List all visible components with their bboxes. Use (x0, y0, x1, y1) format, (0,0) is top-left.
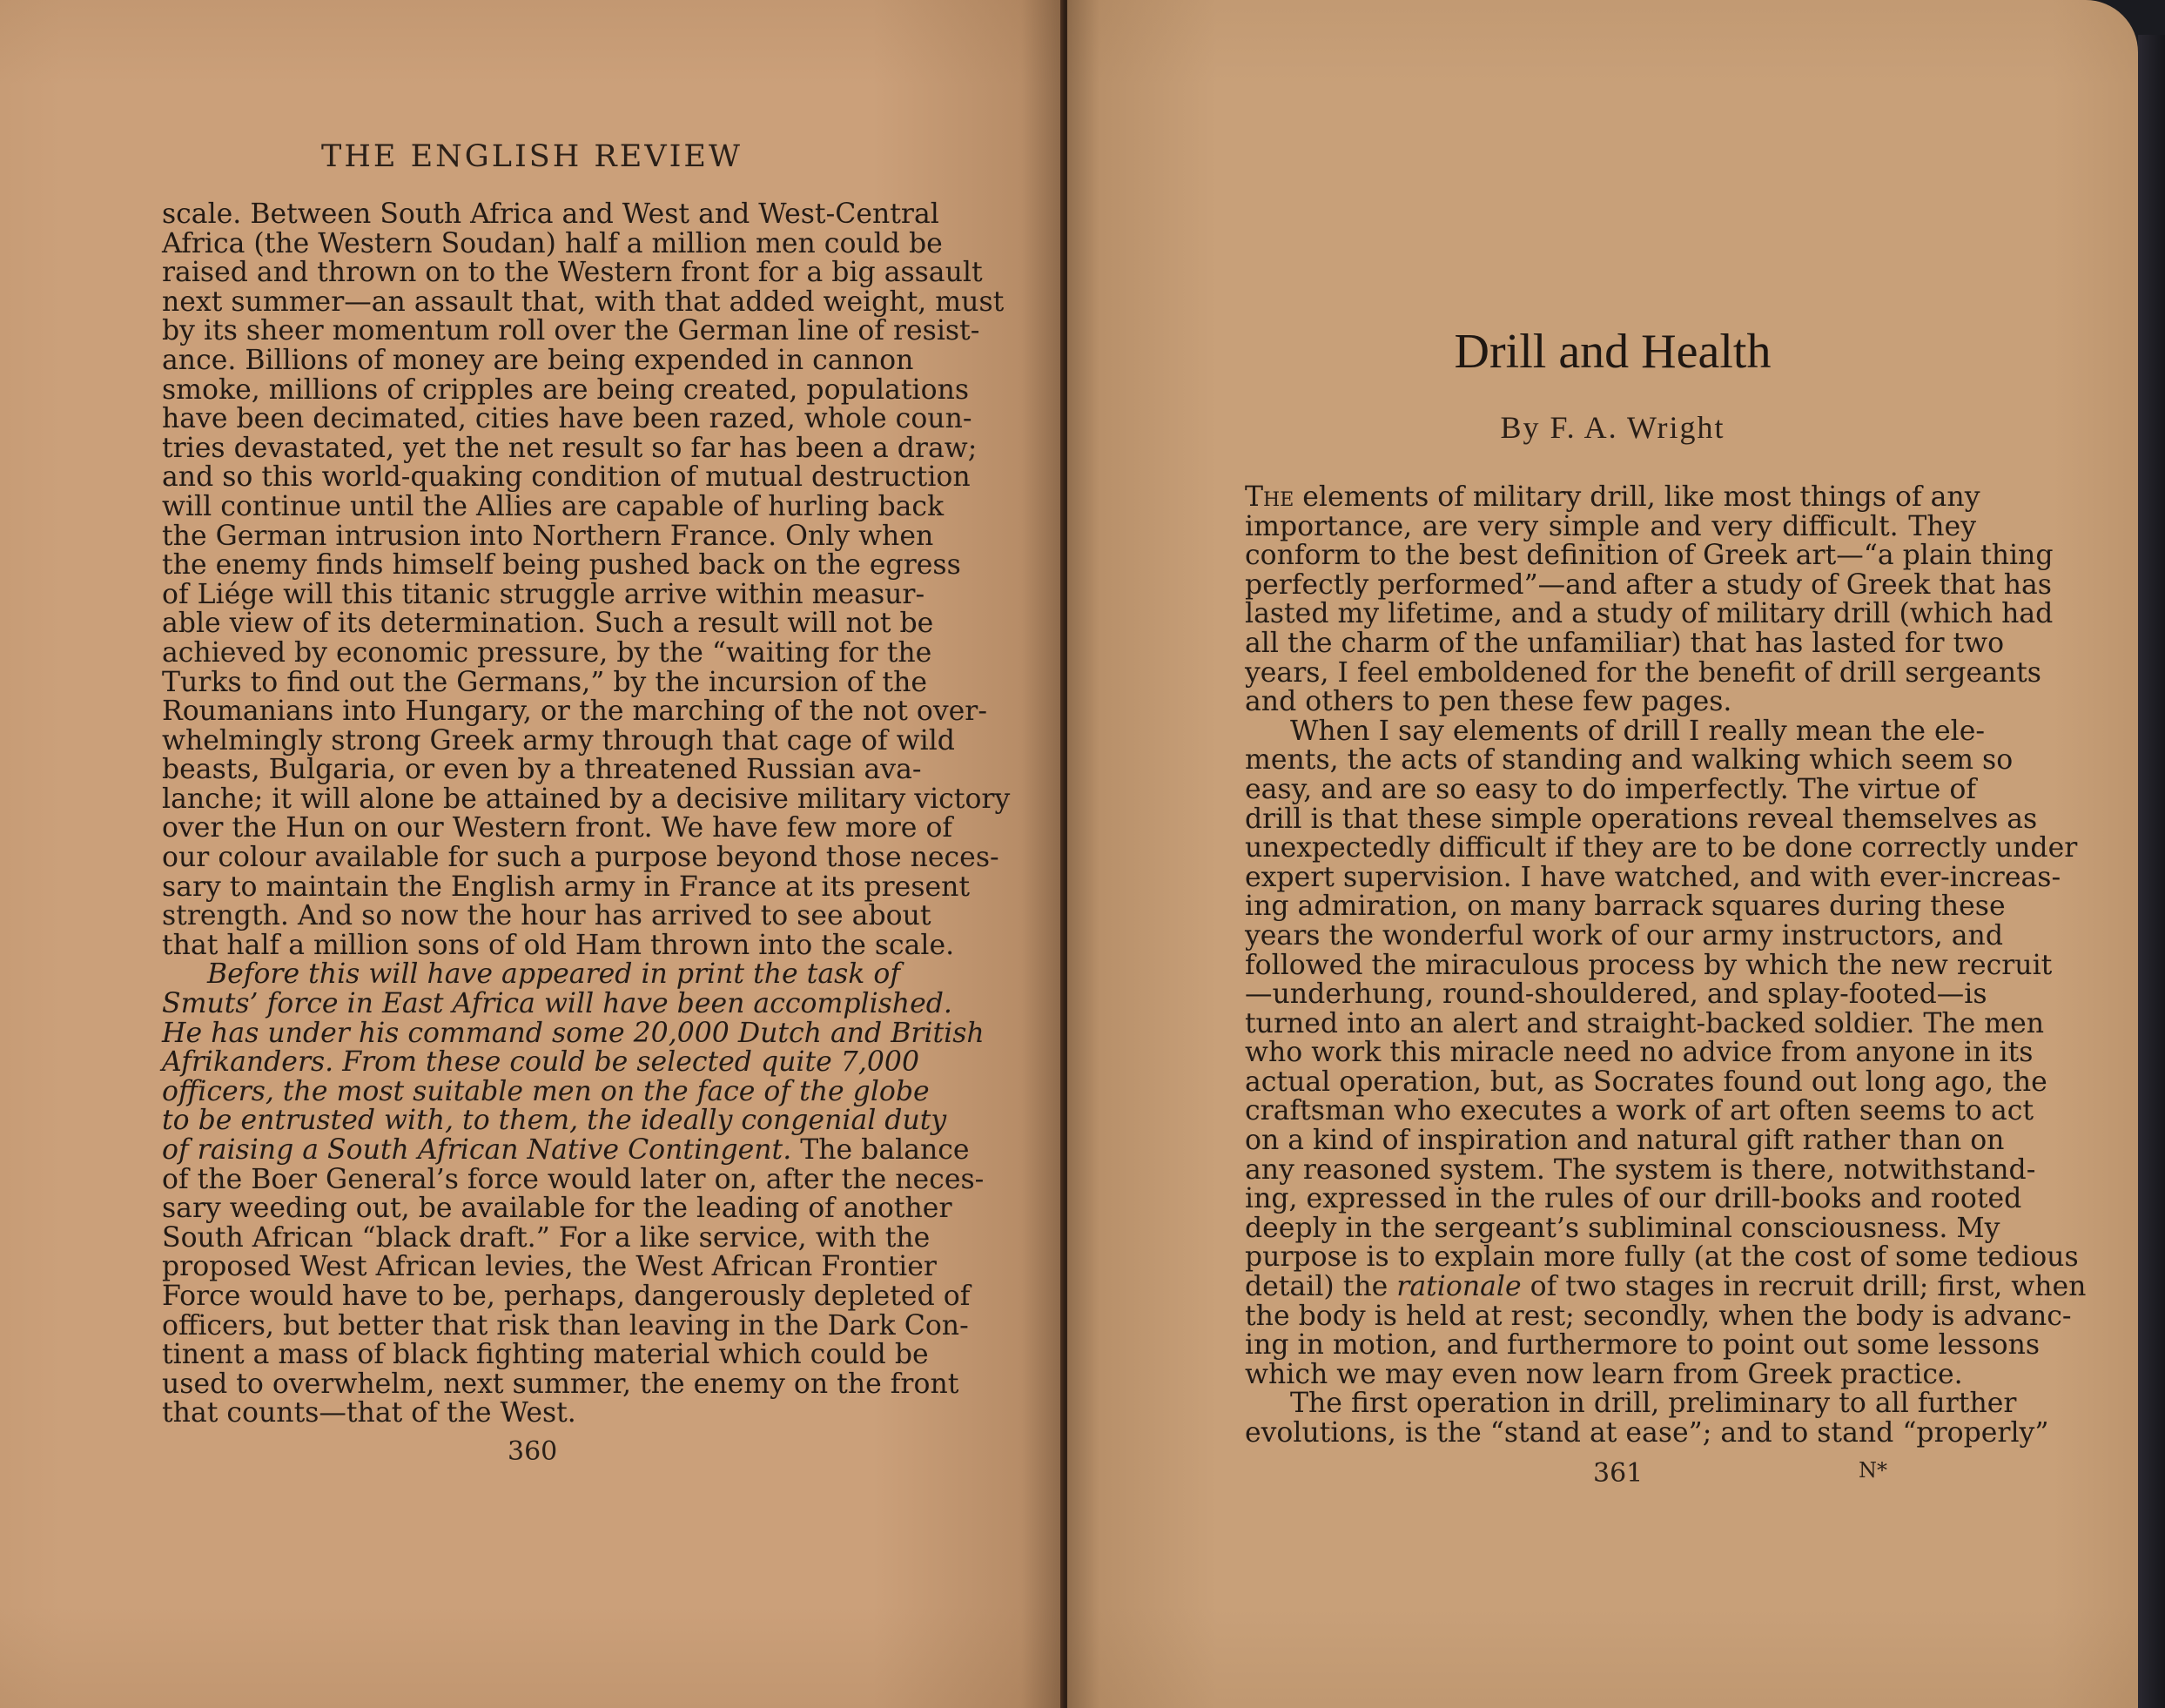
line-text: Afrikanders. From these could be selected quite 7,000 (162, 1046, 919, 1079)
text-line (162, 929, 955, 961)
running-head: THE ENGLISH REVIEW (321, 139, 743, 174)
text-line (162, 1105, 947, 1137)
text-line (162, 344, 914, 376)
text-line (162, 900, 931, 932)
text-line (1245, 1241, 2079, 1274)
line-text: beasts, Bulgaria, or even by a threatened Russian ava- (162, 754, 922, 786)
line-text: unexpectedly difficult if they are to be done correctly under (1245, 832, 2078, 864)
text-line (1245, 978, 1987, 1011)
line-text: deeply in the sergeant’s subliminal consciousness. My (1245, 1212, 2000, 1244)
page-number-right: 361 (1593, 1458, 1644, 1489)
line-text: followed the miraculous process by which the new recruit (1245, 949, 2053, 981)
line-text: Roumanians into Hungary, or the marching of the not over- (162, 696, 987, 728)
line-text: South African “black draft.” For a like service, with the (162, 1221, 931, 1254)
text-line (162, 578, 925, 610)
text-line (162, 958, 901, 991)
line-text: turned into an alert and straight-backed soldier. The men (1245, 1007, 2045, 1039)
line-text: ments, the acts of standing and walking which seem so (1245, 744, 2014, 777)
line-text: sary to maintain the English army in France at its present (162, 871, 971, 903)
text-line (162, 1368, 959, 1400)
text-line (162, 286, 1005, 318)
line-text: that counts—that of the West. (162, 1397, 576, 1429)
line-text: of Liége will this titanic struggle arrive within measur- (162, 578, 925, 610)
signature-mark: N* (1859, 1458, 1887, 1483)
line-text: ance. Billions of money are being expended in cannon (162, 344, 914, 376)
line-text: the enemy finds himself being pushed back on the egress (162, 549, 961, 582)
text-line (1245, 1007, 2045, 1039)
text-line (162, 636, 932, 669)
text-line (162, 1339, 929, 1371)
text-line (1245, 510, 1976, 542)
line-text: next summer—an assault that, with that added weight, must (162, 286, 1005, 318)
text-line (162, 1280, 971, 1312)
line-text: which we may even now learn from Greek practice. (1245, 1358, 1963, 1390)
line-text: detail) the (1245, 1271, 1397, 1303)
article-byline: By F. A. Wright (1500, 410, 1725, 445)
text-line (1245, 861, 2061, 893)
line-text: sary weeding out, be available for the leading of another (162, 1193, 952, 1225)
text-line (162, 754, 922, 786)
text-line (1245, 1125, 2005, 1157)
line-text: raised and thrown on to the Western front for a big assault (162, 257, 983, 289)
line-text: actual operation, but, as Socrates found out long ago, the (1245, 1066, 2047, 1098)
line-tail: of two stages in recruit drill; first, when (1521, 1271, 2087, 1303)
line-text: achieved by economic pressure, by the “waiting for the (162, 636, 932, 669)
text-line (162, 257, 983, 289)
line-text: conform to the best definition of Greek art—“a plain thing (1245, 540, 2054, 572)
line-text: Africa (the Western Soudan) half a million men could be (162, 227, 943, 259)
line-text: He has under his command some 20,000 Dutch and British (162, 1017, 985, 1049)
line-text: —underhung, round-shouldered, and splay-footed—is (1245, 978, 1987, 1011)
line-text: When I say elements of drill I really mean the ele- (1290, 715, 1985, 747)
text-line (1245, 1095, 2034, 1127)
line-text: perfectly performed”—and after a study of Greek that has (1245, 568, 2052, 601)
line-text: tries devastated, yet the net result so far has been a draw; (162, 432, 978, 464)
line-text: able view of its determination. Such a result will not be (162, 608, 934, 640)
text-line (162, 1399, 898, 1429)
text-line (162, 1075, 930, 1107)
text-line (162, 432, 978, 464)
line-text: over the Hun on our Western front. We have few more of (162, 812, 953, 844)
article-title: Drill and Health (1454, 325, 1772, 379)
text-line (162, 608, 934, 640)
text-line (1245, 540, 2054, 572)
text-line (1245, 627, 2005, 659)
line-text: years, I feel emboldened for the benefit of drill sergeants (1245, 656, 2041, 689)
line-text: who work this miracle need no advice from anyone in its (1245, 1037, 2034, 1069)
line-text: and so this world-quaking condition of mutual destruction (162, 461, 971, 494)
text-line (162, 1017, 985, 1049)
text-line (162, 812, 953, 844)
line-text: officers, the most suitable men on the face of the globe (162, 1075, 930, 1107)
text-line (162, 1163, 985, 1195)
text-line (1245, 832, 2078, 864)
text-line (1245, 688, 1976, 717)
line-text: all the charm of the unfamiliar) that has lasted for two (1245, 627, 2005, 659)
text-line (162, 783, 1011, 815)
text-line (1245, 1271, 2087, 1303)
line-text: any reasoned system. The system is there, notwithstand- (1245, 1153, 2036, 1186)
line-text: whelmingly strong Greek army through that cage of wild (162, 724, 955, 756)
text-line (162, 227, 943, 259)
text-line (162, 871, 971, 903)
line-text: by its sheer momentum roll over the German line of resist- (162, 315, 980, 347)
line-text: the body is held at rest; secondly, when the body is advanc- (1245, 1300, 2072, 1332)
line-text: and others to pen these few pages. (1245, 686, 1732, 718)
text-line (162, 1046, 919, 1079)
small-caps-word: The (1245, 481, 1294, 513)
line-text: ing, expressed in the rules of our drill-books and rooted (1245, 1183, 2022, 1215)
text-line (1245, 715, 1985, 747)
line-text: on a kind of inspiration and natural gift rather than on (1245, 1125, 2005, 1157)
line-text: to be entrusted with, to them, the ideally congenial duty (162, 1105, 947, 1137)
text-line (162, 198, 939, 230)
text-line (1245, 1153, 2036, 1186)
line-text: Before this will have appeared in print the task of (207, 958, 901, 991)
line-text: Smuts’ force in East Africa will have been accomplished. (162, 988, 952, 1020)
text-line (1245, 891, 2006, 923)
text-line (162, 490, 945, 522)
line-text: expert supervision. I have watched, and with ever-increas- (1245, 861, 2061, 893)
page-number-left: 360 (508, 1436, 558, 1467)
text-line (162, 842, 999, 874)
line-text: ing admiration, on many barrack squares during these (1245, 891, 2006, 923)
text-line (1245, 568, 2052, 601)
text-line (1245, 656, 2041, 689)
line-text: officers, but better that risk than leaving in the Dark Con- (162, 1309, 969, 1342)
line-text: elements of military drill, like most things of any (1294, 481, 1980, 513)
text-line (162, 1251, 937, 1283)
text-line (162, 1309, 969, 1342)
text-line (162, 1134, 970, 1166)
text-line (162, 988, 952, 1020)
line-text: of raising a South African Native Contingent. (162, 1134, 792, 1166)
line-text: evolutions, is the “stand at ease”; and to stand “properly” (1245, 1417, 2049, 1449)
text-line (1245, 1037, 2034, 1069)
line-text: have been decimated, cities have been razed, whole coun- (162, 403, 972, 435)
line-tail: The balance (791, 1134, 970, 1166)
text-line (1245, 1183, 2022, 1215)
line-text: Turks to find out the Germans,” by the incursion of the (162, 666, 928, 698)
text-line (162, 373, 970, 406)
line-text: our colour available for such a purpose beyond those neces- (162, 842, 999, 874)
line-text: that half a million sons of old Ham thrown into the scale. (162, 929, 955, 961)
line-text: smoke, millions of cripples are being created, populations (162, 373, 970, 406)
line-text: The first operation in drill, preliminary to all further (1290, 1388, 2017, 1420)
text-line (1245, 1388, 2017, 1420)
text-line (1245, 1417, 2049, 1449)
line-text: used to overwhelm, next summer, the enemy on the front (162, 1368, 959, 1400)
text-line (162, 666, 928, 698)
text-line (1245, 949, 2053, 981)
line-text: scale. Between South Africa and West and West-Central (162, 198, 939, 230)
line-text: lasted my lifetime, and a study of military drill (which had (1245, 598, 2054, 630)
line-text: importance, are very simple and very difficult. They (1245, 510, 1976, 542)
line-text: easy, and are so easy to do imperfectly. The virtue of (1245, 773, 1976, 805)
text-line (1245, 1212, 2000, 1244)
line-text: will continue until the Allies are capable of hurling back (162, 490, 945, 522)
text-line (1245, 919, 2004, 952)
text-line (162, 1193, 952, 1225)
left-page-text (162, 198, 1011, 1429)
book-edge (2138, 35, 2165, 1708)
text-line (162, 403, 972, 435)
text-line (162, 315, 980, 347)
text-line (1245, 1358, 1976, 1390)
text-line (1245, 1300, 2072, 1332)
line-text: lanche; it will alone be attained by a decisive military victory (162, 783, 1011, 815)
text-line (1245, 803, 2038, 835)
line-text: proposed West African levies, the West African Frontier (162, 1251, 937, 1283)
line-text: of the Boer General’s force would later on, after the neces- (162, 1163, 985, 1195)
line-text: drill is that these simple operations reveal themselves as (1245, 803, 2038, 835)
text-line (1245, 1329, 2041, 1362)
text-line (162, 724, 955, 756)
text-line (1245, 773, 1976, 805)
line-text: ing in motion, and furthermore to point out some lessons (1245, 1329, 2041, 1362)
italic-word: rationale (1396, 1271, 1522, 1303)
line-text: the German intrusion into Northern France. Only when (162, 520, 934, 552)
text-line (162, 1221, 931, 1254)
line-text: Force would have to be, perhaps, dangerously depleted of (162, 1280, 971, 1312)
right-page-text (1245, 481, 2087, 1449)
text-line (162, 549, 961, 582)
text-line (162, 520, 934, 552)
line-text: purpose is to explain more fully (at the cost of some tedious (1245, 1241, 2079, 1274)
line-text: years the wonderful work of our army instructors, and (1245, 919, 2004, 952)
text-line (1245, 1066, 2047, 1098)
text-line (1245, 481, 1980, 513)
text-line (162, 696, 987, 728)
line-text: craftsman who executes a work of art often seems to act (1245, 1095, 2034, 1127)
text-line (162, 461, 971, 494)
text-line (1245, 598, 2054, 630)
text-line (1245, 744, 2014, 777)
line-text: strength. And so now the hour has arrived to see about (162, 900, 931, 932)
line-text: tinent a mass of black fighting material which could be (162, 1339, 929, 1371)
